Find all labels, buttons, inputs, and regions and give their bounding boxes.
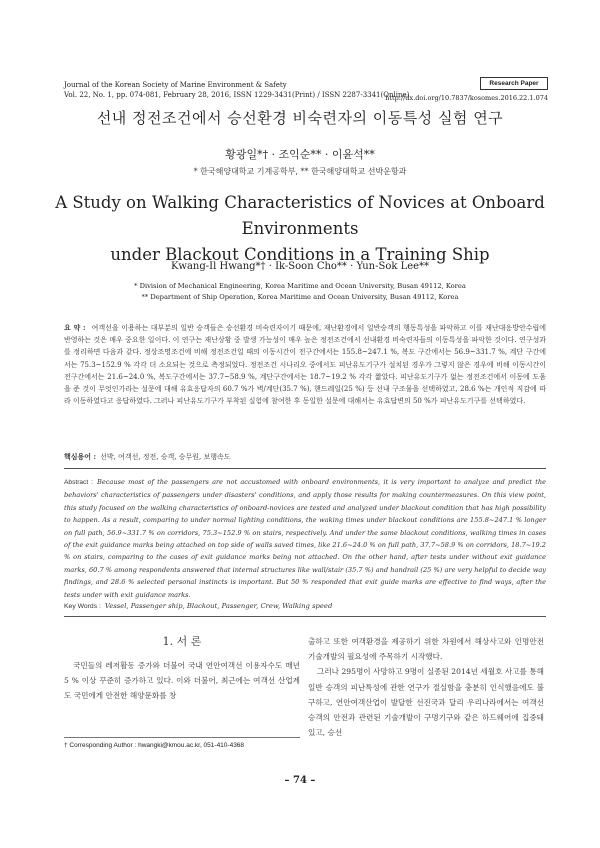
body-paragraph: 국민들의 레저활동 증가와 더불어 국내 연안여객선 이용자수도 매년 5 % 이상 꾸준히 증가하고 있다. 이와 더불어, 최근에는 여객선 산업계도 국민에게 안전한 해양문화를 창 (64, 661, 300, 701)
journal-name: Journal of the Korean Society of Marine Environment & Safety (64, 81, 287, 89)
footnote-rule (64, 737, 300, 738)
english-affiliation-line2: ** Department of Ship Operation, Korea Maritime and Ocean University, Busan 49112, Korea (141, 293, 459, 301)
english-keywords-text: Vessel, Passenger ship, Blackout, Passenger, Crew, Walking speed (104, 602, 333, 610)
page-number: – 74 – (284, 775, 316, 786)
korean-keywords-label: 핵심용어 : (64, 452, 97, 461)
english-keywords (64, 602, 546, 610)
english-abstract (64, 476, 546, 601)
korean-affiliation: * 한국해양대학교 기계공학부, ** 한국해양대학교 선박운항과 (193, 167, 407, 176)
volume-info: Vol. 22, No. 1, pp. 074-081, February 28, 2016, ISSN 1229-3431(Print) / ISSN 2287-3341(Online) (64, 91, 410, 99)
section-heading: 1. 서 론 (162, 635, 202, 648)
english-affiliation (0, 281, 600, 303)
english-title-line2: under Blackout Conditions in a Training Ship (110, 245, 490, 264)
korean-title: 선내 정전조건에서 승선환경 비숙련자의 이동특성 실험 연구 (96, 109, 504, 127)
korean-authors: 황광일*† · 조익순** · 이윤석** (225, 148, 375, 161)
body-column-right (308, 634, 544, 740)
body-column-left (64, 634, 300, 704)
korean-keywords (64, 452, 546, 462)
korean-abstract-text: 여객선을 이용하는 대부분의 일반 승객들은 승선환경 비숙련자이기 때문에, 재난환경에서 일반승객의 행동특성을 파악하고 이를 재난대응방안수립에 반영하는 것은 매우 중요한 일이다. 이 연구는 재난상황 중 발생 가능성이 매우 높은 정전조건에서 선내환경 비숙련자들의 이동특성을 파악한 것이다. 연구성과를 정리하면 다음과 같다. 정상조명조건에 비해 정전조건일 때의 이동시간이 전구간에서는 155.8~247.1 %, 복도 구간에서는 56.9~331.7 %, 계단 구간에서는 75.3~152.9 % 각각 더 소요되는 것으로 측정되었다. 정전조건 시나리오 중에서도 피난유도기구가 설치된 경우가 그렇지 않은 경우에 비해 이동시간이 전구간에서는 21.6~24.0 %, 복도구간에서는 37.7~58.9 %, 계단구간에서는 18.7~19.2 % 각각 짧았다. 피난유도기구가 없는 정전조건에서 이동에 도움을 준 것이 무엇인가라는 설문에 대해 유효응답자의 60.7 %가 벽/계단(35.7 %), 핸드레일(25 %) 등 선내 구조물을 선택하였고, 28.6 %는 개인적 직감에 따라 이동하였다고 응답하였다. 그러나 피난유도기구가 부착된 실험에 참여한 후 동일한 설문에 대해서는 유효답변의 50 %가 피난유도기구를 선택하였다. (64, 324, 546, 406)
korean-keywords-text: 선박, 여객선, 정전, 승객, 승무원, 보행속도 (100, 453, 231, 461)
research-paper-badge: Research Paper (480, 77, 548, 90)
divider (64, 468, 546, 469)
divider (64, 616, 546, 617)
corresponding-author-footnote: † Corresponding Author : hwangki@kmou.ac.kr, 051-410-4368 (64, 742, 245, 749)
body-paragraph: 그러나 295명이 사망하고 9명이 실종된 2014년 세월호 사고를 통해 일반 승객의 피난특성에 관한 연구가 절실함을 충분히 인식했음에도 불구하고, 연안여객산업이 발달한 선진국과 달리 우리나라에서는 여객선 승객의 안전과 관련된 기술개발이 구명기구와 같은 하드웨어에 집중돼 있고, 승선 (308, 667, 544, 738)
english-title-line1: A Study on Walking Characteristics of Novices at Onboard Environments (55, 193, 545, 238)
english-keywords-label: Key Words : (64, 603, 101, 610)
english-abstract-text: Because most of the passengers are not accustomed with onboard environments, it is very important to analyze and predict the behaviors' characteristics of passengers under disasters' conditions, and apply those results for making countermeasures. On this view point, this study focused on the walking characteristics of onboard-novices are tested and analyzed under blackout condition that has high possibility to happen. As a result, comparing to under normal lighting conditions, the waking times under blackout conditions are 155.8~247.1 % longer on full path, 56.9~331.7 % on corridors, 75.3~152.9 % on stairs, respectively. And under the same blackout conditions, walking times in cases of the exit guidance marks being attached on top side of walls saved times, like 21.6~24.0 % on full path, 37.7~58.9 % on corridors, 18.7~19.2 % on stairs, comparing to the cases of exit guidance marks being not attached. On the other hand, after tests under without exit guidance marks, 60.7 % among respondents answered that internal structures like wall/stair (35.7 %) and handrail (25 %) are very helpful to decide way findings, and 28.6 % selected personal instincts is important. But 50 % responded that exit guide marks are effective to find ways, after the tests under with exit guidance marks. (64, 478, 546, 599)
doi-link[interactable]: http://dx.doi.org/10.7837/kosomes.2016.22.1.074 (385, 94, 548, 102)
korean-abstract-label: 요 약 : (64, 323, 86, 332)
korean-abstract (64, 322, 546, 407)
english-abstract-label: Abstract : (64, 479, 93, 486)
english-title (30, 190, 570, 268)
english-affiliation-line1: * Division of Mechanical Engineering, Korea Maritime and Ocean University, Busan 49112, Korea (134, 282, 466, 290)
body-paragraph: 출하고 또한 여객환경을 제공하기 위한 차원에서 해상사고와 인명안전 기술개발의 필요성에 주목하기 시작했다. (308, 637, 544, 662)
english-authors: Kwang-Il Hwang*† · Ik-Soon Cho** · Yun-Sok Lee** (170, 261, 430, 272)
journal-header (64, 80, 409, 100)
